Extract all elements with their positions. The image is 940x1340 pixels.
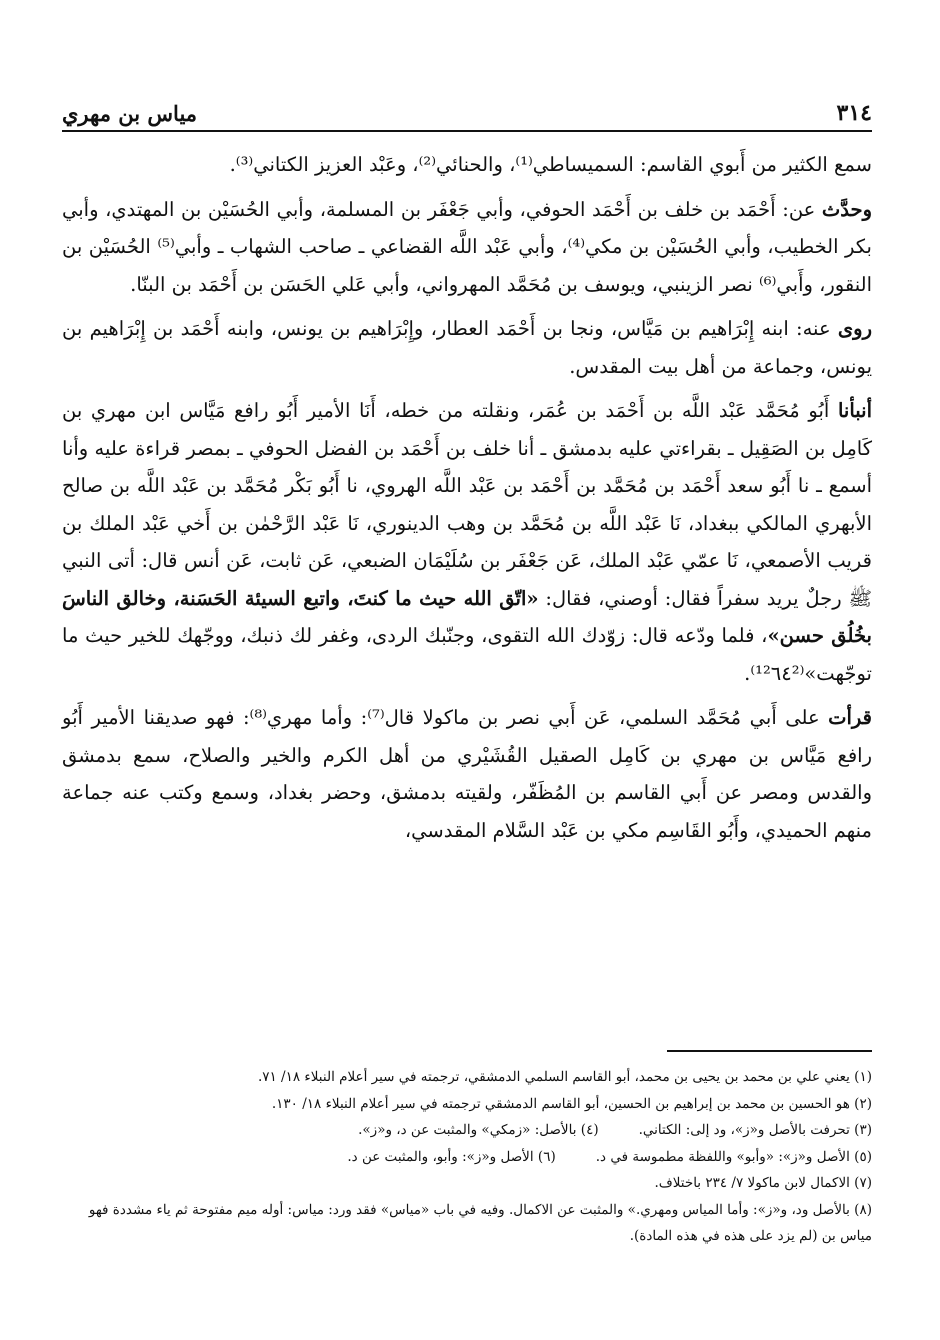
paragraph-rawa [62, 310, 872, 385]
paragraph-sami [62, 146, 872, 184]
footnote-3: (٣) تحرفت بالأصل و«ز»، ود إلى: الكتاني. [638, 1122, 872, 1138]
paragraph-text: سمع الكثير من أَبوي القاسم: السميساطي⁽¹⁾، والحنائي⁽²⁾، وعَبْد العزيز الكتاني⁽³⁾. [229, 153, 872, 176]
paragraph-qaraat [62, 699, 872, 849]
running-title: مياس بن مهري [62, 101, 198, 126]
page-header [62, 90, 872, 132]
paragraph-lead-word: قرأت [828, 706, 872, 729]
paragraph-lead-word: وحدَّث [821, 197, 872, 221]
paragraph-haddath [62, 191, 872, 304]
footnotes [62, 1064, 872, 1250]
paragraph-anbaana [62, 392, 872, 692]
main-text [62, 146, 872, 856]
paragraph-text-after: ، فلما ودّعه قال: زوّدك الله التقوى، وجنّبك الردى، وغفر لك ذنبك، ووجّهك للخير حيث ما توجّهت»⁽¹²٦٤²⁾. [62, 624, 872, 685]
paragraph-lead-word: روى [837, 317, 872, 340]
footnote-5: (٥) الأصل و«ز»: «وأبو» واللفظة مطموسة في د. [595, 1148, 872, 1165]
paragraph-text: عن: أَحْمَد بن خلف بن أَحْمَد الحوفي، وأبي جَعْفَر بن المسلمة، وأبي الحُسَيْن بن المهتدي، وأبي بكر الخطيب، وأبي الحُسَيْن بن مكي⁽⁴⁾، وأبي عَبْد اللَّه القضاعي ـ صاحب الشهاب ـ وأبي⁽⁵⁾ الحُسَيْن بن النقور، وأَبي⁽⁶⁾ نصر الزينبي، ويوسف بن مُحَمَّد المهرواني، وأبي عَلي الحَسَن بن أَحْمَد بن البنّا. [62, 197, 872, 296]
footnote-row-3-4 [62, 1117, 872, 1144]
footnote-8: (٨) بالأصل ود، و«ز»: وأما المياس ومهري.» والمثبت عن الاكمال. وفيه في باب «مياس» فقد ورد: مياس: أوله ميم مفتوحة ثم ياء مشددة فهو مياس بن (لم يزد على هذه في هذه المادة). [88, 1201, 872, 1244]
paragraph-lead-word: أنبأنا [837, 399, 872, 422]
footnote-6: (٦) الأصل و«ز»: وأبو، والمثبت عن د. [347, 1148, 556, 1165]
page-number: ٣١٤ [836, 100, 872, 126]
footnote-4: (٤) بالأصل: «زمكي» والمثبت عن د، و«ز». [358, 1122, 599, 1138]
hadith-quote: «اتّق الله حيث ما كنتَ، واتبع السيئة الحَسَنة، وخالق الناسَ بخُلُق حسن» [62, 586, 872, 647]
footnote-row-5-6 [62, 1144, 872, 1171]
paragraph-text: على أَبي مُحَمَّد السلمي، عَن أَبي نصر بن ماكولا قال⁽⁷⁾: وأما مهري⁽⁸⁾: فهو صديقنا الأمير أَبُو رافع مَيَّاس بن مهري بن كَامِل الصقيل القُشَيْري من أهل الكرم والخير والصلاح، سمع بدمشق والقدس ومصر عن أَبي القاسم بن المُظَفّر، ولقيته بدمشق، وحضر بغداد، وسمع وكتب عنه جماعة منهم الحميدي، وأَبُو القَاسِم مكي بن عَبْد السَّلام المقدسي، [62, 706, 872, 842]
footnote-2: (٢) هو الحسين بن محمد بن إبراهيم بن الحسين، أبو القاسم الدمشقي ترجمته في سير أعلام النبلاء ١٨/ ١٣٠. [271, 1095, 872, 1112]
footnote-divider [667, 1050, 872, 1052]
paragraph-text: عنه: ابنه إِبْرَاهيم بن مَيَّاس، ونجا بن أَحْمَد العطار، وإِبْرَاهيم بن يونس، وابنه أَحْمَد بن إِبْرَاهيم بن يونس، وجماعة من أهل بيت المقدس. [62, 317, 872, 378]
footnote-7: (٧) الاكمال لابن ماكولا ٧/ ٢٣٤ باختلاف. [654, 1175, 872, 1191]
paragraph-text: أَبُو مُحَمَّد عَبْد اللَّه بن أَحْمَد بن عُمَر، ونقلته من خطه، أَنَا الأمير أَبُو رافع مَيَّاس ابن مهري بن كَامِل بن الصَقِيل ـ بقراءتي عليه بدمشق ـ أنا خلف بن أَحْمَد بن الفضل الحوفي ـ بمصر قراءة عليه وأنا أسمع ـ نا أَبُو سعد أَحْمَد بن مُحَمَّد بن أَحْمَد بن عَبْد اللَّه الهروي، نا أَبُو بَكْر مُحَمَّد بن عَبْد اللَّه بن صالح الأبهري المالكي ببغداد، نَا عَبْد اللَّه بن مُحَمَّد بن وهب الدينوري، نَا عَبْد الرَّحْمٰن بن أَخي عَبْد الملك بن قريب الأصمعي، نَا عمّي عَبْد الملك، عَن جَعْفَر بن سُلَيْمَان الضبعي، عَن ثابت، عَن أنس قال: أتى النبي ﷺ رجلٌ يريد سفراً فقال: أوصني، فقال: [62, 399, 873, 610]
footnote-1: (١) يعني علي بن محمد بن يحيى بن محمد، أبو القاسم السلمي الدمشقي، ترجمته في سير أعلام النبلاء ١٨/ ٧١. [257, 1069, 872, 1085]
